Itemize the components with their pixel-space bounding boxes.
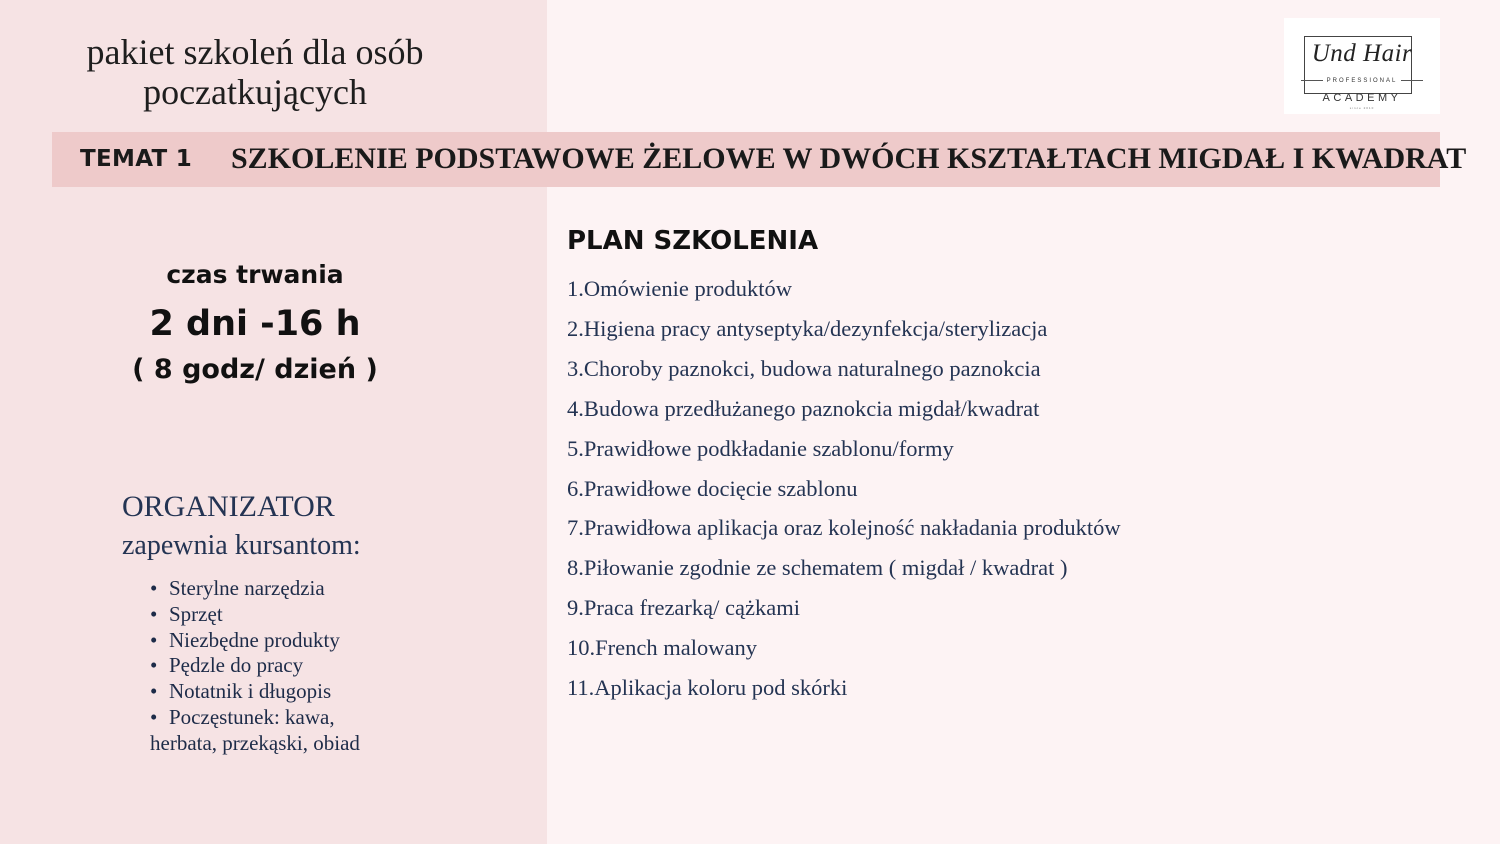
plan-title: PLAN SZKOLENIA <box>567 226 819 256</box>
plan-item: 2.Higiena pracy antyseptyka/dezynfekcja/sterylizacja <box>567 315 1048 341</box>
list-item: • Sprzęt <box>150 602 390 628</box>
plan-item: 6.Prawidłowe docięcie szablonu <box>567 475 858 501</box>
duration-per-day: ( 8 godz/ dzień ) <box>132 354 378 385</box>
duration-value: 2 dni -16 h <box>149 304 361 344</box>
plan-item: 10.French malowany <box>567 635 757 661</box>
plan-item: 7.Prawidłowa aplikacja oraz kolejność nakładania produktów <box>567 515 1121 541</box>
package-title-line1: pakiet szkoleń dla osób <box>86 32 424 72</box>
provided-items-list <box>150 576 390 757</box>
list-item: • Sterylne narzędzia <box>150 576 390 602</box>
plan-item: 4.Budowa przedłużanego paznokcia migdał/kwadrat <box>567 395 1040 421</box>
topic-label: TEMAT 1 <box>80 146 193 172</box>
list-item: • Poczęstunek: kawa, <box>150 705 390 731</box>
logo-since: since 2010 <box>1349 106 1375 110</box>
list-item: • Notatnik i długopis <box>150 679 390 705</box>
plan-item: 8.Piłowanie zgodnie ze schematem ( migdał / kwadrat ) <box>567 555 1068 581</box>
duration-label: czas trwania <box>166 260 344 289</box>
plan-item: 5.Prawidłowe podkładanie szablonu/formy <box>567 435 954 461</box>
plan-list <box>567 269 1121 708</box>
plan-item: 1.Omówienie produktów <box>567 276 792 301</box>
logo-academy: ACADEMY <box>1322 92 1402 104</box>
list-item: • Niezbędne produkty <box>150 628 390 654</box>
list-item: • Pędzle do pracy <box>150 653 390 679</box>
topic-bar <box>52 132 1467 187</box>
logo-professional: PROFESSIONAL <box>1284 78 1440 84</box>
organizer-title: ORGANIZATOR <box>122 490 335 523</box>
package-title <box>55 32 455 112</box>
package-title-line2: poczatkujących <box>143 72 367 112</box>
plan-item: 11.Aplikacja koloru pod skórki <box>567 675 848 701</box>
plan-item: 9.Praca frezarką/ cążkami <box>567 595 800 621</box>
list-item-continuation: herbata, przekąski, obiad <box>150 730 360 755</box>
organizer-subtitle: zapewnia kursantom: <box>122 530 361 561</box>
topic-title: SZKOLENIE PODSTAWOWE ŻELOWE W DWÓCH KSZTAŁTACH MIGDAŁ I KWADRAT <box>231 142 1467 175</box>
logo-script: Und Hair <box>1311 40 1413 67</box>
plan-item: 3.Choroby paznokci, budowa naturalnego paznokcia <box>567 355 1041 381</box>
academy-logo <box>1284 18 1440 114</box>
